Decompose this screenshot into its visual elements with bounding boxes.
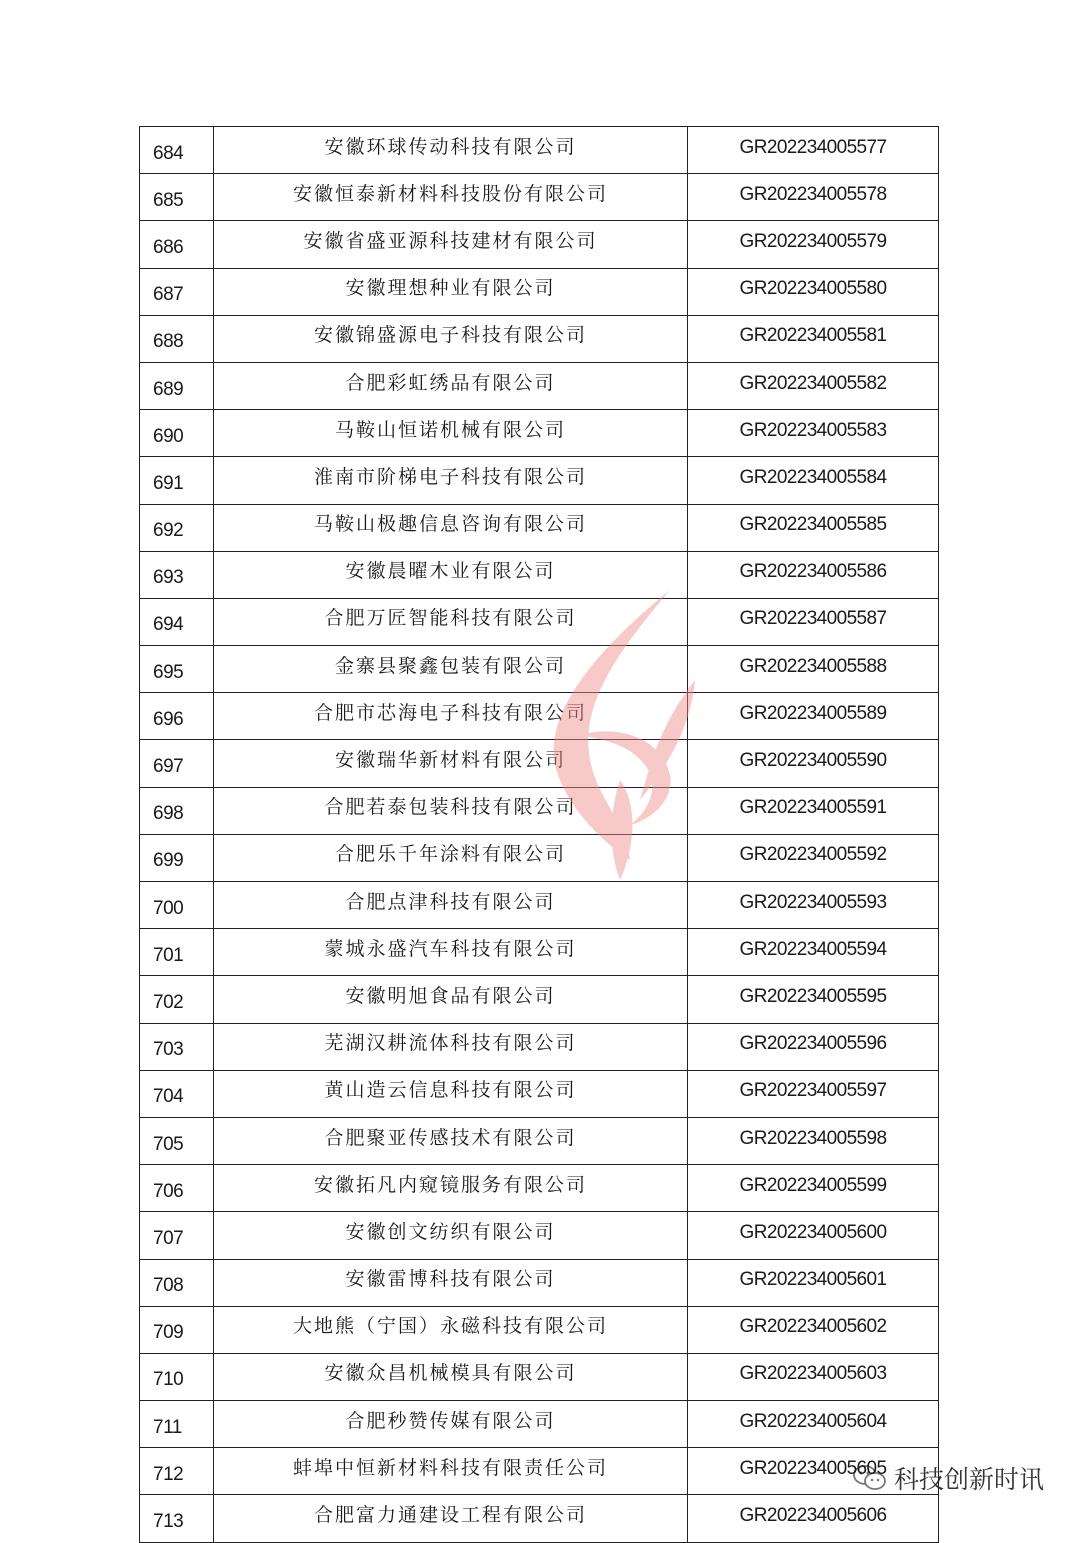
row-number: 712 <box>140 1448 214 1495</box>
company-name: 马鞍山恒诺机械有限公司 <box>214 410 688 457</box>
certificate-code: GR202234005603 <box>688 1353 939 1400</box>
row-number: 685 <box>140 174 214 221</box>
company-name: 安徽拓凡内窥镜服务有限公司 <box>214 1165 688 1212</box>
certificate-code: GR202234005600 <box>688 1212 939 1259</box>
company-name: 合肥彩虹绣品有限公司 <box>214 362 688 409</box>
table-row <box>140 174 939 221</box>
table-row <box>140 1401 939 1448</box>
certificate-code: GR202234005594 <box>688 929 939 976</box>
company-name: 金寨县聚鑫包装有限公司 <box>214 646 688 693</box>
certificate-code: GR202234005599 <box>688 1165 939 1212</box>
company-list-table <box>139 126 939 1543</box>
certificate-code: GR202234005595 <box>688 976 939 1023</box>
company-name: 黄山造云信息科技有限公司 <box>214 1070 688 1117</box>
company-name: 蒙城永盛汽车科技有限公司 <box>214 929 688 976</box>
table-row <box>140 1212 939 1259</box>
company-name: 合肥聚亚传感技术有限公司 <box>214 1117 688 1164</box>
certificate-code: GR202234005592 <box>688 834 939 881</box>
certificate-code: GR202234005579 <box>688 221 939 268</box>
row-number: 692 <box>140 504 214 551</box>
table-row <box>140 646 939 693</box>
table-row <box>140 693 939 740</box>
certificate-code: GR202234005602 <box>688 1306 939 1353</box>
company-name: 蚌埠中恒新材料科技有限责任公司 <box>214 1448 688 1495</box>
row-number: 687 <box>140 268 214 315</box>
row-number: 704 <box>140 1070 214 1117</box>
row-number: 701 <box>140 929 214 976</box>
table-row <box>140 1306 939 1353</box>
certificate-code: GR202234005597 <box>688 1070 939 1117</box>
company-name: 淮南市阶梯电子科技有限公司 <box>214 457 688 504</box>
row-number: 686 <box>140 221 214 268</box>
table-row <box>140 221 939 268</box>
table-row <box>140 1259 939 1306</box>
company-name: 合肥秒赞传媒有限公司 <box>214 1401 688 1448</box>
certificate-code: GR202234005578 <box>688 174 939 221</box>
table-row <box>140 598 939 645</box>
table-row <box>140 976 939 1023</box>
certificate-code: GR202234005593 <box>688 882 939 929</box>
company-name: 合肥乐千年涂料有限公司 <box>214 834 688 881</box>
table-row <box>140 1448 939 1495</box>
company-list-body <box>140 127 939 1543</box>
table-row <box>140 740 939 787</box>
company-name: 安徽明旭食品有限公司 <box>214 976 688 1023</box>
certificate-code: GR202234005605 <box>688 1448 939 1495</box>
company-name: 合肥点津科技有限公司 <box>214 882 688 929</box>
table-row <box>140 1353 939 1400</box>
company-name: 安徽创文纺织有限公司 <box>214 1212 688 1259</box>
company-name: 安徽雷博科技有限公司 <box>214 1259 688 1306</box>
certificate-code: GR202234005591 <box>688 787 939 834</box>
company-name: 马鞍山极趣信息咨询有限公司 <box>214 504 688 551</box>
table-row <box>140 787 939 834</box>
company-name: 合肥市芯海电子科技有限公司 <box>214 693 688 740</box>
row-number: 710 <box>140 1353 214 1400</box>
certificate-code: GR202234005604 <box>688 1401 939 1448</box>
certificate-code: GR202234005577 <box>688 127 939 174</box>
table-row <box>140 127 939 174</box>
company-name: 安徽环球传动科技有限公司 <box>214 127 688 174</box>
table-row <box>140 929 939 976</box>
row-number: 706 <box>140 1165 214 1212</box>
company-name: 合肥若泰包装科技有限公司 <box>214 787 688 834</box>
company-name: 安徽瑞华新材料有限公司 <box>214 740 688 787</box>
company-name: 安徽省盛亚源科技建材有限公司 <box>214 221 688 268</box>
certificate-code: GR202234005588 <box>688 646 939 693</box>
row-number: 696 <box>140 693 214 740</box>
table-row <box>140 1495 939 1542</box>
row-number: 708 <box>140 1259 214 1306</box>
row-number: 694 <box>140 598 214 645</box>
table-row <box>140 1165 939 1212</box>
company-name: 芜湖汉耕流体科技有限公司 <box>214 1023 688 1070</box>
table-row <box>140 268 939 315</box>
company-name: 安徽恒泰新材料科技股份有限公司 <box>214 174 688 221</box>
row-number: 702 <box>140 976 214 1023</box>
row-number: 711 <box>140 1401 214 1448</box>
row-number: 703 <box>140 1023 214 1070</box>
row-number: 709 <box>140 1306 214 1353</box>
company-name: 安徽晨曜木业有限公司 <box>214 551 688 598</box>
certificate-code: GR202234005584 <box>688 457 939 504</box>
table-row <box>140 410 939 457</box>
company-name: 大地熊（宁国）永磁科技有限公司 <box>214 1306 688 1353</box>
row-number: 693 <box>140 551 214 598</box>
certificate-code: GR202234005583 <box>688 410 939 457</box>
table-row <box>140 1117 939 1164</box>
row-number: 690 <box>140 410 214 457</box>
certificate-code: GR202234005598 <box>688 1117 939 1164</box>
table-row <box>140 551 939 598</box>
table-row <box>140 457 939 504</box>
certificate-code: GR202234005590 <box>688 740 939 787</box>
certificate-code: GR202234005581 <box>688 315 939 362</box>
brand-name: 科技创新时讯 <box>893 1465 1044 1494</box>
row-number: 713 <box>140 1495 214 1542</box>
row-number: 688 <box>140 315 214 362</box>
certificate-code: GR202234005601 <box>688 1259 939 1306</box>
row-number: 705 <box>140 1117 214 1164</box>
certificate-code: GR202234005582 <box>688 362 939 409</box>
certificate-code: GR202234005606 <box>688 1495 939 1542</box>
certificate-code: GR202234005586 <box>688 551 939 598</box>
certificate-code: GR202234005589 <box>688 693 939 740</box>
table-row <box>140 1023 939 1070</box>
certificate-code: GR202234005585 <box>688 504 939 551</box>
row-number: 684 <box>140 127 214 174</box>
row-number: 699 <box>140 834 214 881</box>
company-name: 安徽理想种业有限公司 <box>214 268 688 315</box>
company-name: 安徽众昌机械模具有限公司 <box>214 1353 688 1400</box>
table-row <box>140 315 939 362</box>
row-number: 697 <box>140 740 214 787</box>
table-row <box>140 834 939 881</box>
company-name: 合肥万匠智能科技有限公司 <box>214 598 688 645</box>
row-number: 698 <box>140 787 214 834</box>
table-row <box>140 882 939 929</box>
certificate-code: GR202234005587 <box>688 598 939 645</box>
table-row <box>140 1070 939 1117</box>
table-row <box>140 504 939 551</box>
row-number: 691 <box>140 457 214 504</box>
certificate-code: GR202234005596 <box>688 1023 939 1070</box>
row-number: 695 <box>140 646 214 693</box>
table-row <box>140 362 939 409</box>
row-number: 707 <box>140 1212 214 1259</box>
row-number: 700 <box>140 882 214 929</box>
company-name: 合肥富力通建设工程有限公司 <box>214 1495 688 1542</box>
row-number: 689 <box>140 362 214 409</box>
certificate-code: GR202234005580 <box>688 268 939 315</box>
company-name: 安徽锦盛源电子科技有限公司 <box>214 315 688 362</box>
